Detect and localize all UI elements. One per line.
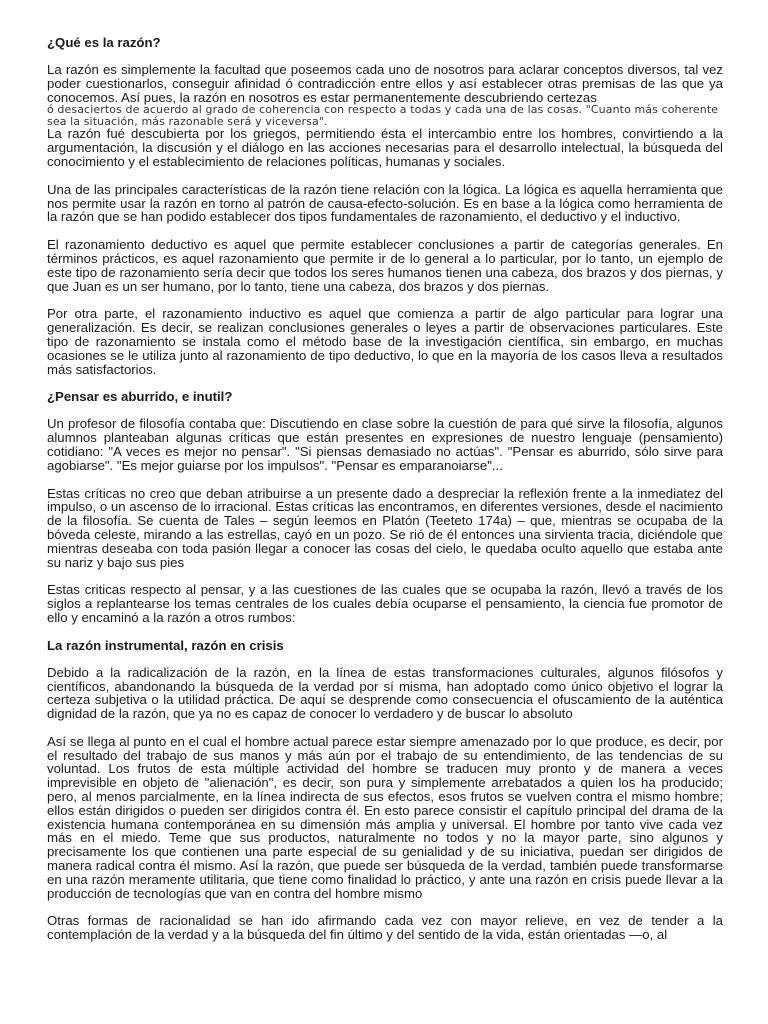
paragraph-definicion-note: ó desaciertos de acuerdo al grado de coherencia con respecto a todas y cada una de las cosas. "Cuanto más coherente sea la situación, más razonable será y viceversa".	[47, 103, 719, 128]
paragraph-definicion: La razón es simplemente la facultad que poseemos cada uno de nosotros para aclarar conceptos diversos, tal vez poder cuestionarlos, conseguir afinidad ó contradicción entre ellos y así establecer otras premisas de las que ya conocemos. Así pues, la razón en nosotros es estar permanentemente descubriendo certezas	[47, 62, 723, 105]
paragraph-hombre-actual: Así se llega al punto en el cual el hombre actual parece estar siempre amenazado por lo que produce, es decir, por el resultado del trabajo de sus manos y más aún por el trabajo de su entendimiento, de las tendencias de su voluntad. Los frutos de esta múltiple actividad del hombre se traducen muy pronto y de manera a veces imprevisible en objeto de "alienación", es decir, son pura y simplemente arrebatados a quien los ha producido; pero, al menos parcialmente, en la línea indirecta de sus efectos, esos frutos se vuelven contra el mismo hombre; ellos están dirigidos o pueden ser dirigidos contra él. En esto parece consistir el capítulo principal del drama de la existencia humana contemporánea en su dimensión más amplia y universal. El hombre por tanto vive cada vez más en el miedo. Teme que sus productos, naturalmente no todos y no la mayor parte, sino algunos y precisamente los que contienen una parte especial de su genialidad y de su iniciativa, puedan ser dirigidos de manera radical contra él mismo. Así la razón, que puede ser búsqueda de la verdad, también puede transformarse en una razón meramente utilitaria, que tiene como finalidad lo práctico, y ante una razón en crisis puede llevar a la producción de tecnologías que van en contra del hombre mismo	[47, 733, 723, 901]
paragraph-criticas-pensar: Estas criticas respecto al pensar, y a las cuestiones de las cuales que se ocupaba la razón, llevó a través de los siglos a replantearse los temas centrales de los cuales debía ocuparse el pensamiento, la ciencia fue promotor de ello y encaminó a la razón a otros rumbos:	[47, 582, 723, 625]
paragraph-otras-formas: Otras formas de racionalidad se han ido afirmando cada vez con mayor relieve, en vez de tender a la contemplación de la verdad y a la búsqueda del fin último y del sentido de la vida, están orientadas —o, al	[47, 913, 723, 943]
heading-razon-instrumental: La razón instrumental, razón en crisis	[47, 637, 284, 653]
paragraph-profesor: Un profesor de filosofía contaba que: Discutiendo en clase sobre la cuestión de para qué sirve la filosofía, algunos alumnos planteaban algunas críticas que están presentes en expresiones de nuestro lenguaje (pensamiento) cotidiano: "A veces es mejor no pensar". "Si piensas demasiado no actúas". "Pensar es aburrido, sólo sirve para agobiarse". "Es mejor guiarse por los impulsos". "Pensar es emparanoiarse"...	[47, 416, 723, 473]
document-body	[47, 36, 723, 942]
heading-pensar-aburrido: ¿Pensar es aburrido, e inutil?	[47, 389, 233, 405]
paragraph-logica: Una de las principales características de la razón tiene relación con la lógica. La lógica es aquella herramienta que nos permite usar la razón en torno al patrón de causa-efecto-solución. Es en base a la lógica como herramienta de la razón que se han podido establecer dos tipos fundamentales de razonamiento, el deductivo y el inductivo.	[47, 181, 723, 225]
paragraph-griegos: La razón fué descubierta por los griegos, permitiendo ésta el intercambio entre los hombres, convirtiendo a la argumentación, la discusión y el diálogo en las acciones necesarias para el desarrollo intelectual, la búsqueda del conocimiento y el establecimiento de relaciones políticas, humanas y sociales.	[47, 126, 723, 169]
paragraph-deductivo: El razonamiento deductivo es aquel que permite establecer conclusiones a partir de categorías generales. En términos prácticos, es aquel razonamiento que permite ir de lo general a lo particular, por lo tanto, un ejemplo de este tipo de razonamiento sería decir que todos los seres humanos tienen una cabeza, dos brazos y dos piernas, y que Juan es un ser humano, por lo tanto, tiene una cabeza, dos brazos y dos piernas.	[47, 237, 723, 294]
heading-que-es-la-razon: ¿Qué es la razón?	[47, 35, 161, 50]
paragraph-criticas: Estas críticas no creo que deban atribuirse a un presente dado a despreciar la reflexión frente a la inmediatez del impulso, o un ascenso de lo irracional. Estas críticas las encontramos, en diferentes versiones, desde el nacimiento de la filosofía. Se cuenta de Tales – según leemos en Platón (Teeteto 174a) – que, mientras se ocupaba de la bóveda celeste, mirando a las estrellas, cayó en un pozo. Se rió de él entonces una sirvienta tracia, diciéndole que mientras deseaba con toda pasión llegar a conocer las cosas del cielo, le quedaba oculto aquello que estaba ante su nariz y bajo sus pies	[47, 485, 723, 570]
paragraph-radicalizacion: Debido a la radicalización de la razón, en la línea de estas transformaciones culturales, algunos filósofos y científicos, abandonando la búsqueda de la verdad por sí misma, han adoptado como único objetivo el lograr la certeza subjetiva o la utilidad práctica. De aquí se desprende como consecuencia el ofuscamiento de la auténtica dignidad de la razón, que ya no es capaz de conocer lo verdadero y de buscar lo absoluto	[47, 664, 723, 722]
paragraph-inductivo: Por otra parte, el razonamiento inductivo es aquel que comienza a partir de algo particular para lograr una generalización. Es decir, se realizan conclusiones generales o leyes a partir de observaciones particulares. Este tipo de razonamiento se instala como el método base de la investigación científica, sin embargo, en muchas ocasiones se le utiliza junto al razonamiento de tipo deductivo, lo que en la mayoría de los casos lleva a resultados más satisfactorios.	[47, 306, 723, 377]
